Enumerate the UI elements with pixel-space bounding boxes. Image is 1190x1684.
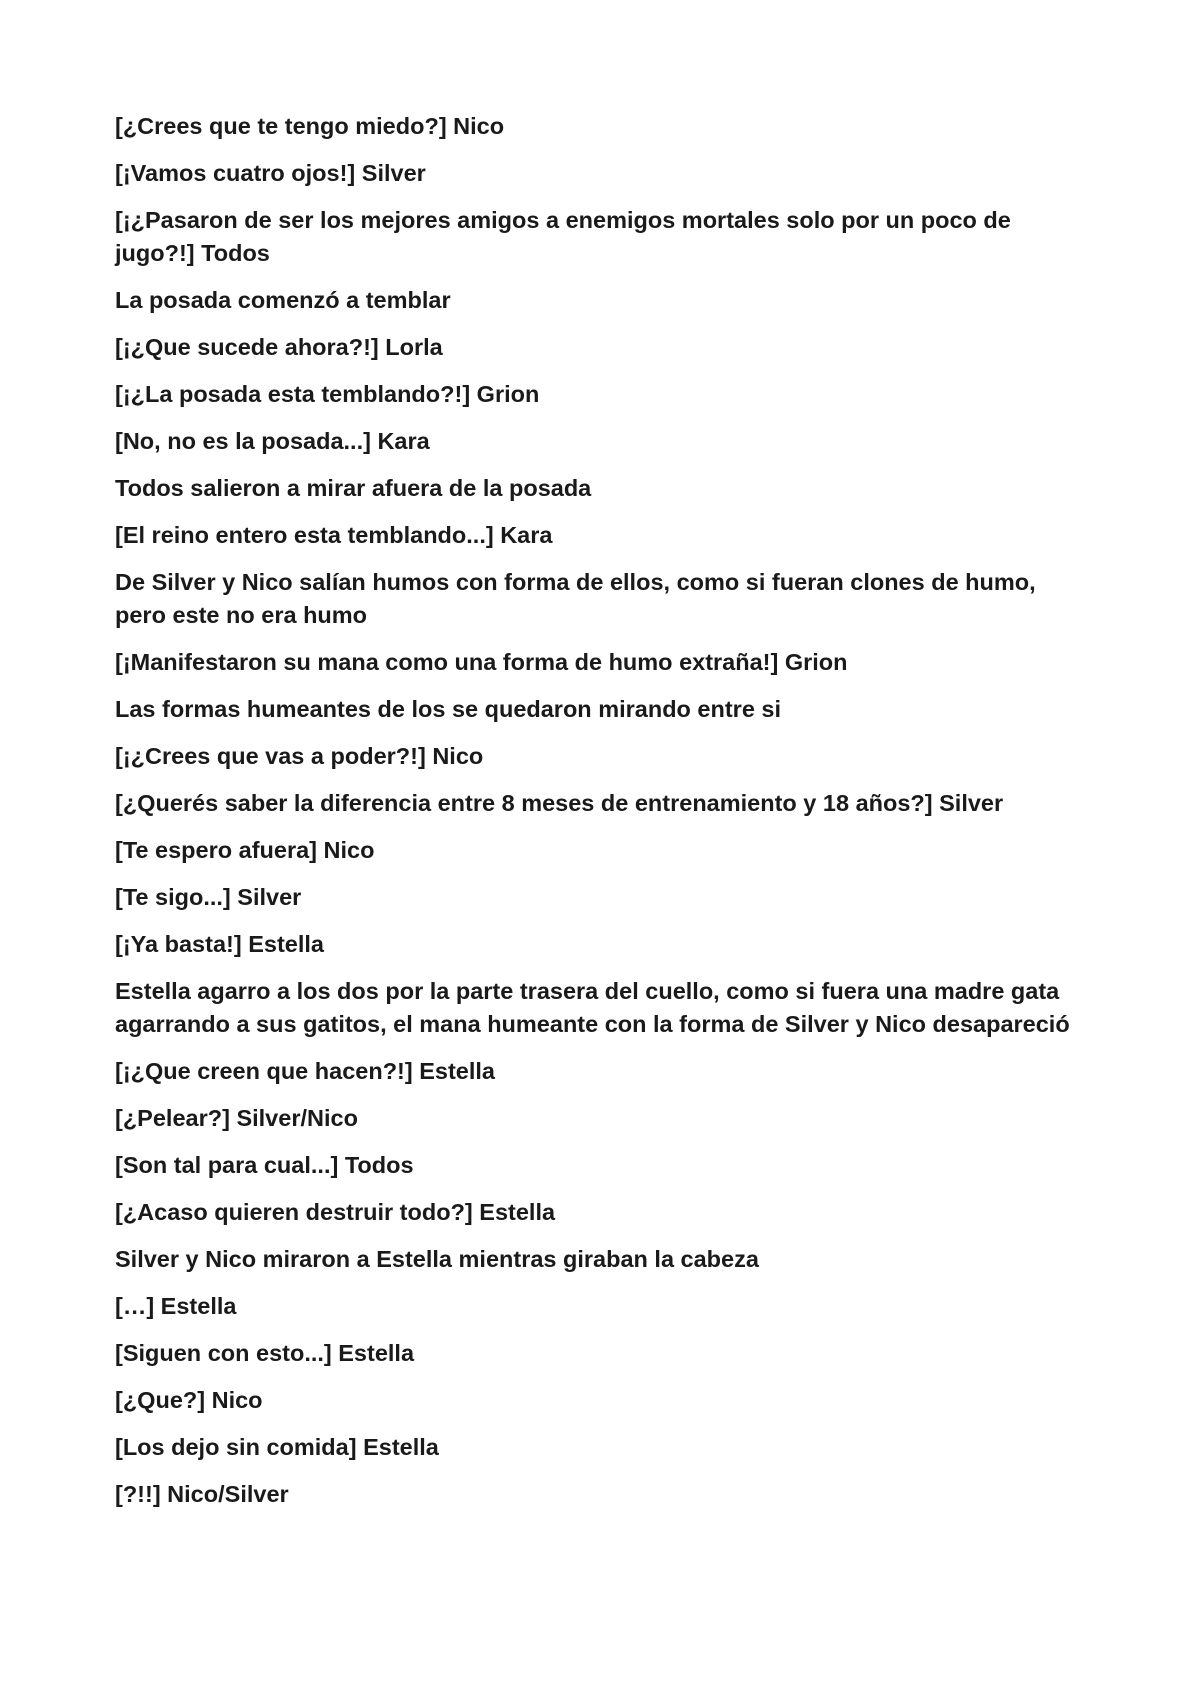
paragraph: [¿Que?] Nico xyxy=(115,1387,263,1413)
paragraph: [¡Vamos cuatro ojos!] Silver xyxy=(115,160,426,186)
paragraph: [¡Ya basta!] Estella xyxy=(115,931,324,957)
paragraph: [¡¿La posada esta temblando?!] Grion xyxy=(115,381,540,407)
paragraph: […] Estella xyxy=(115,1293,237,1319)
paragraph: [Te espero afuera] Nico xyxy=(115,837,375,863)
paragraph: [¿Pelear?] Silver/Nico xyxy=(115,1105,358,1131)
paragraph: Las formas humeantes de los se quedaron mirando entre si xyxy=(115,696,782,722)
paragraph: [Te sigo...] Silver xyxy=(115,884,302,910)
paragraph: [¿Crees que te tengo miedo?] Nico xyxy=(115,113,505,139)
paragraph: Silver y Nico miraron a Estella mientras giraban la cabeza xyxy=(115,1246,759,1272)
paragraph: Estella agarro a los dos por la parte trasera del cuello, como si fuera una madre gata agarrando a sus gatitos, el mana humeante con la forma de Silver y Nico desapareció xyxy=(115,978,1070,1037)
paragraph: De Silver y Nico salían humos con forma de ellos, como si fueran clones de humo, pero este no era humo xyxy=(115,569,1036,628)
paragraph: Todos salieron a mirar afuera de la posada xyxy=(115,475,592,501)
paragraph: La posada comenzó a temblar xyxy=(115,287,451,313)
paragraph: [Son tal para cual...] Todos xyxy=(115,1152,414,1178)
paragraph: [No, no es la posada...] Kara xyxy=(115,428,430,454)
paragraph: [¡¿Que creen que hacen?!] Estella xyxy=(115,1058,496,1084)
paragraph: [El reino entero esta temblando...] Kara xyxy=(115,522,553,548)
document-body xyxy=(115,110,1075,1525)
paragraph: [?!!] Nico/Silver xyxy=(115,1481,289,1507)
paragraph: [¡¿Crees que vas a poder?!] Nico xyxy=(115,743,484,769)
paragraph: [Siguen con esto...] Estella xyxy=(115,1340,415,1366)
paragraph: [¡¿Pasaron de ser los mejores amigos a enemigos mortales solo por un poco de jugo?!] Todos xyxy=(115,207,1011,266)
paragraph: [¡Manifestaron su mana como una forma de humo extraña!] Grion xyxy=(115,649,848,675)
paragraph: [¿Querés saber la diferencia entre 8 meses de entrenamiento y 18 años?] Silver xyxy=(115,790,1004,816)
paragraph: [¡¿Que sucede ahora?!] Lorla xyxy=(115,334,443,360)
paragraph: [¿Acaso quieren destruir todo?] Estella xyxy=(115,1199,556,1225)
paragraph: [Los dejo sin comida] Estella xyxy=(115,1434,439,1460)
